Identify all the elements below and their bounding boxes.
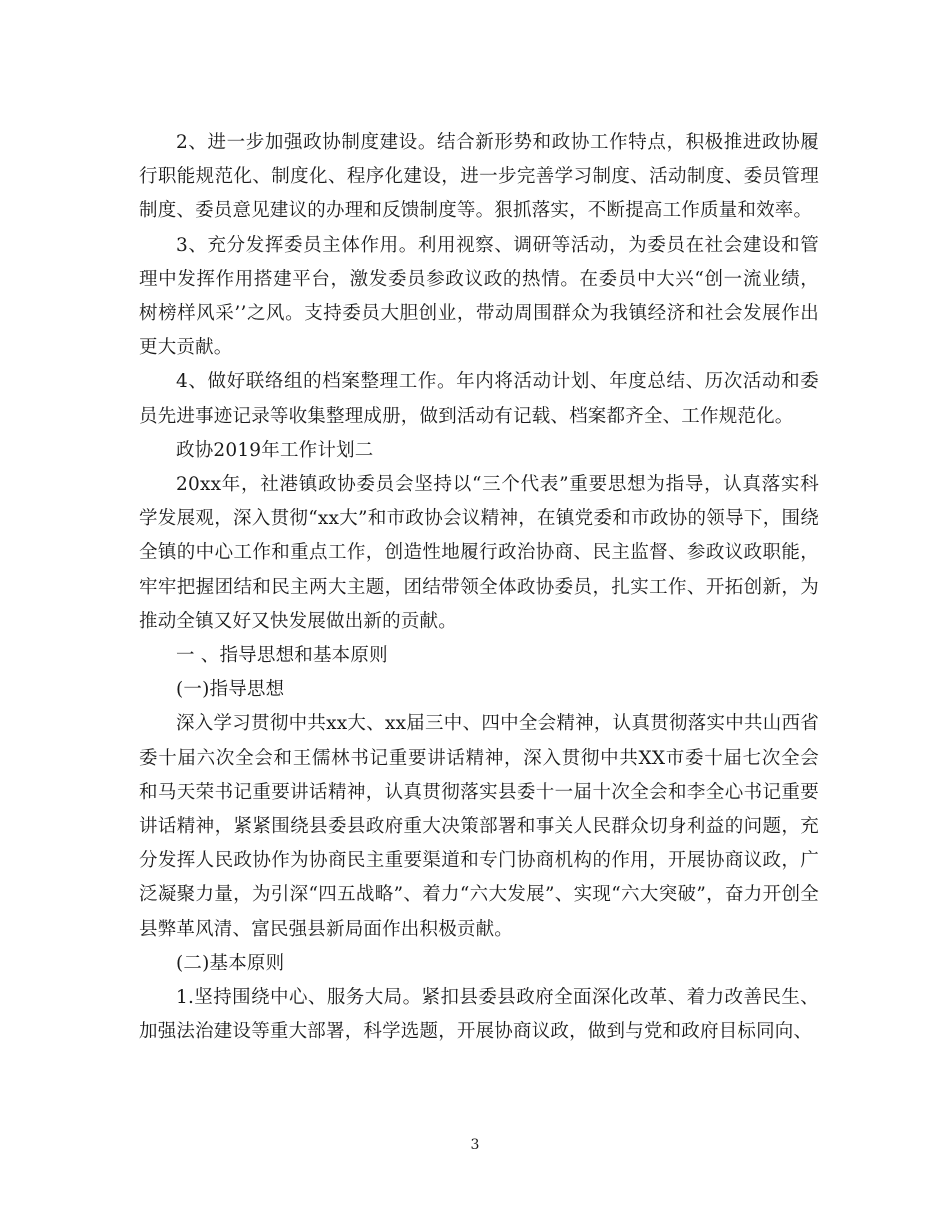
paragraph-principle-one: 1.坚持围绕中心、服务大局。紧扣县委县政府全面深化改革、着力改善民生、加强法治建设等重大部署，科学选题，开展协商议政，做到与党和政府目标同向、 <box>139 987 819 1043</box>
subheading-basic-principles: (二)基本原则 <box>176 952 285 974</box>
paragraph-introduction: 20xx年，社港镇政协委员会坚持以“三个代表”重要思想为指导，认真落实科学发展观，深入贯彻“xx大”和市政协会议精神，在镇党委和市政协的领导下，围绕全镇的中心工作和重点工作，创造性地履行政治协商、民主监督、参政议政职能，牢牢把握团结和民主两大主题，团结带领全体政协委员，扎实工作、开拓创新，为推动全镇又好又快发展做出新的贡献。 <box>139 474 819 632</box>
paragraph-member-role: 3、充分发挥委员主体作用。利用视察、调研等活动，为委员在社会建设和管理中发挥作用搭建平台，激发委员参政议政的热情。在委员中大兴“创一流业绩，树榜样风采’’之风。支持委员大胆创业，带动周围群众为我镇经济和社会发展作出更大贡献。 <box>139 234 819 359</box>
document-body <box>139 126 819 1049</box>
paragraph-system-building: 2、进一步加强政协制度建设。结合新形势和政协工作特点，积极推进政协履行职能规范化、制度化、程序化建设，进一步完善学习制度、活动制度、委员管理制度、委员意见建议的办理和反馈制度等。狠抓落实，不断提高工作质量和效率。 <box>139 132 819 222</box>
section-title-plan-two: 政协2019年工作计划二 <box>176 439 374 461</box>
page-number: 3 <box>470 1137 480 1153</box>
paragraph-guiding-thought: 深入学习贯彻中共xx大、xx届三中、四中全会精神，认真贯彻落实中共山西省委十届六次全会和王儒林书记重要讲话精神，深入贯彻中共XX市委十届七次全会和马天荣书记重要讲话精神，认真贯彻落实县委十一届十次全会和李全心书记重要讲话精神，紧紧围绕县委县政府重大决策部署和事关人民群众切身利益的问题，充分发挥人民政协作为协商民主重要渠道和专门协商机构的作用，开展协商议政，广泛凝聚力量，为引深“四五战略”、着力“六大发展”、实现“六大突破”，奋力开创全县弊革风清、富民强县新局面作出积极贡献。 <box>139 713 819 940</box>
paragraph-archive-work: 4、做好联络组的档案整理工作。年内将活动计划、年度总结、历次活动和委员先进事迹记录等收集整理成册，做到活动有记载、档案都齐全、工作规范化。 <box>139 371 819 427</box>
heading-guiding-principles: 一 、指导思想和基本原则 <box>176 645 388 667</box>
subheading-guiding-thought: (一)指导思想 <box>176 679 285 701</box>
